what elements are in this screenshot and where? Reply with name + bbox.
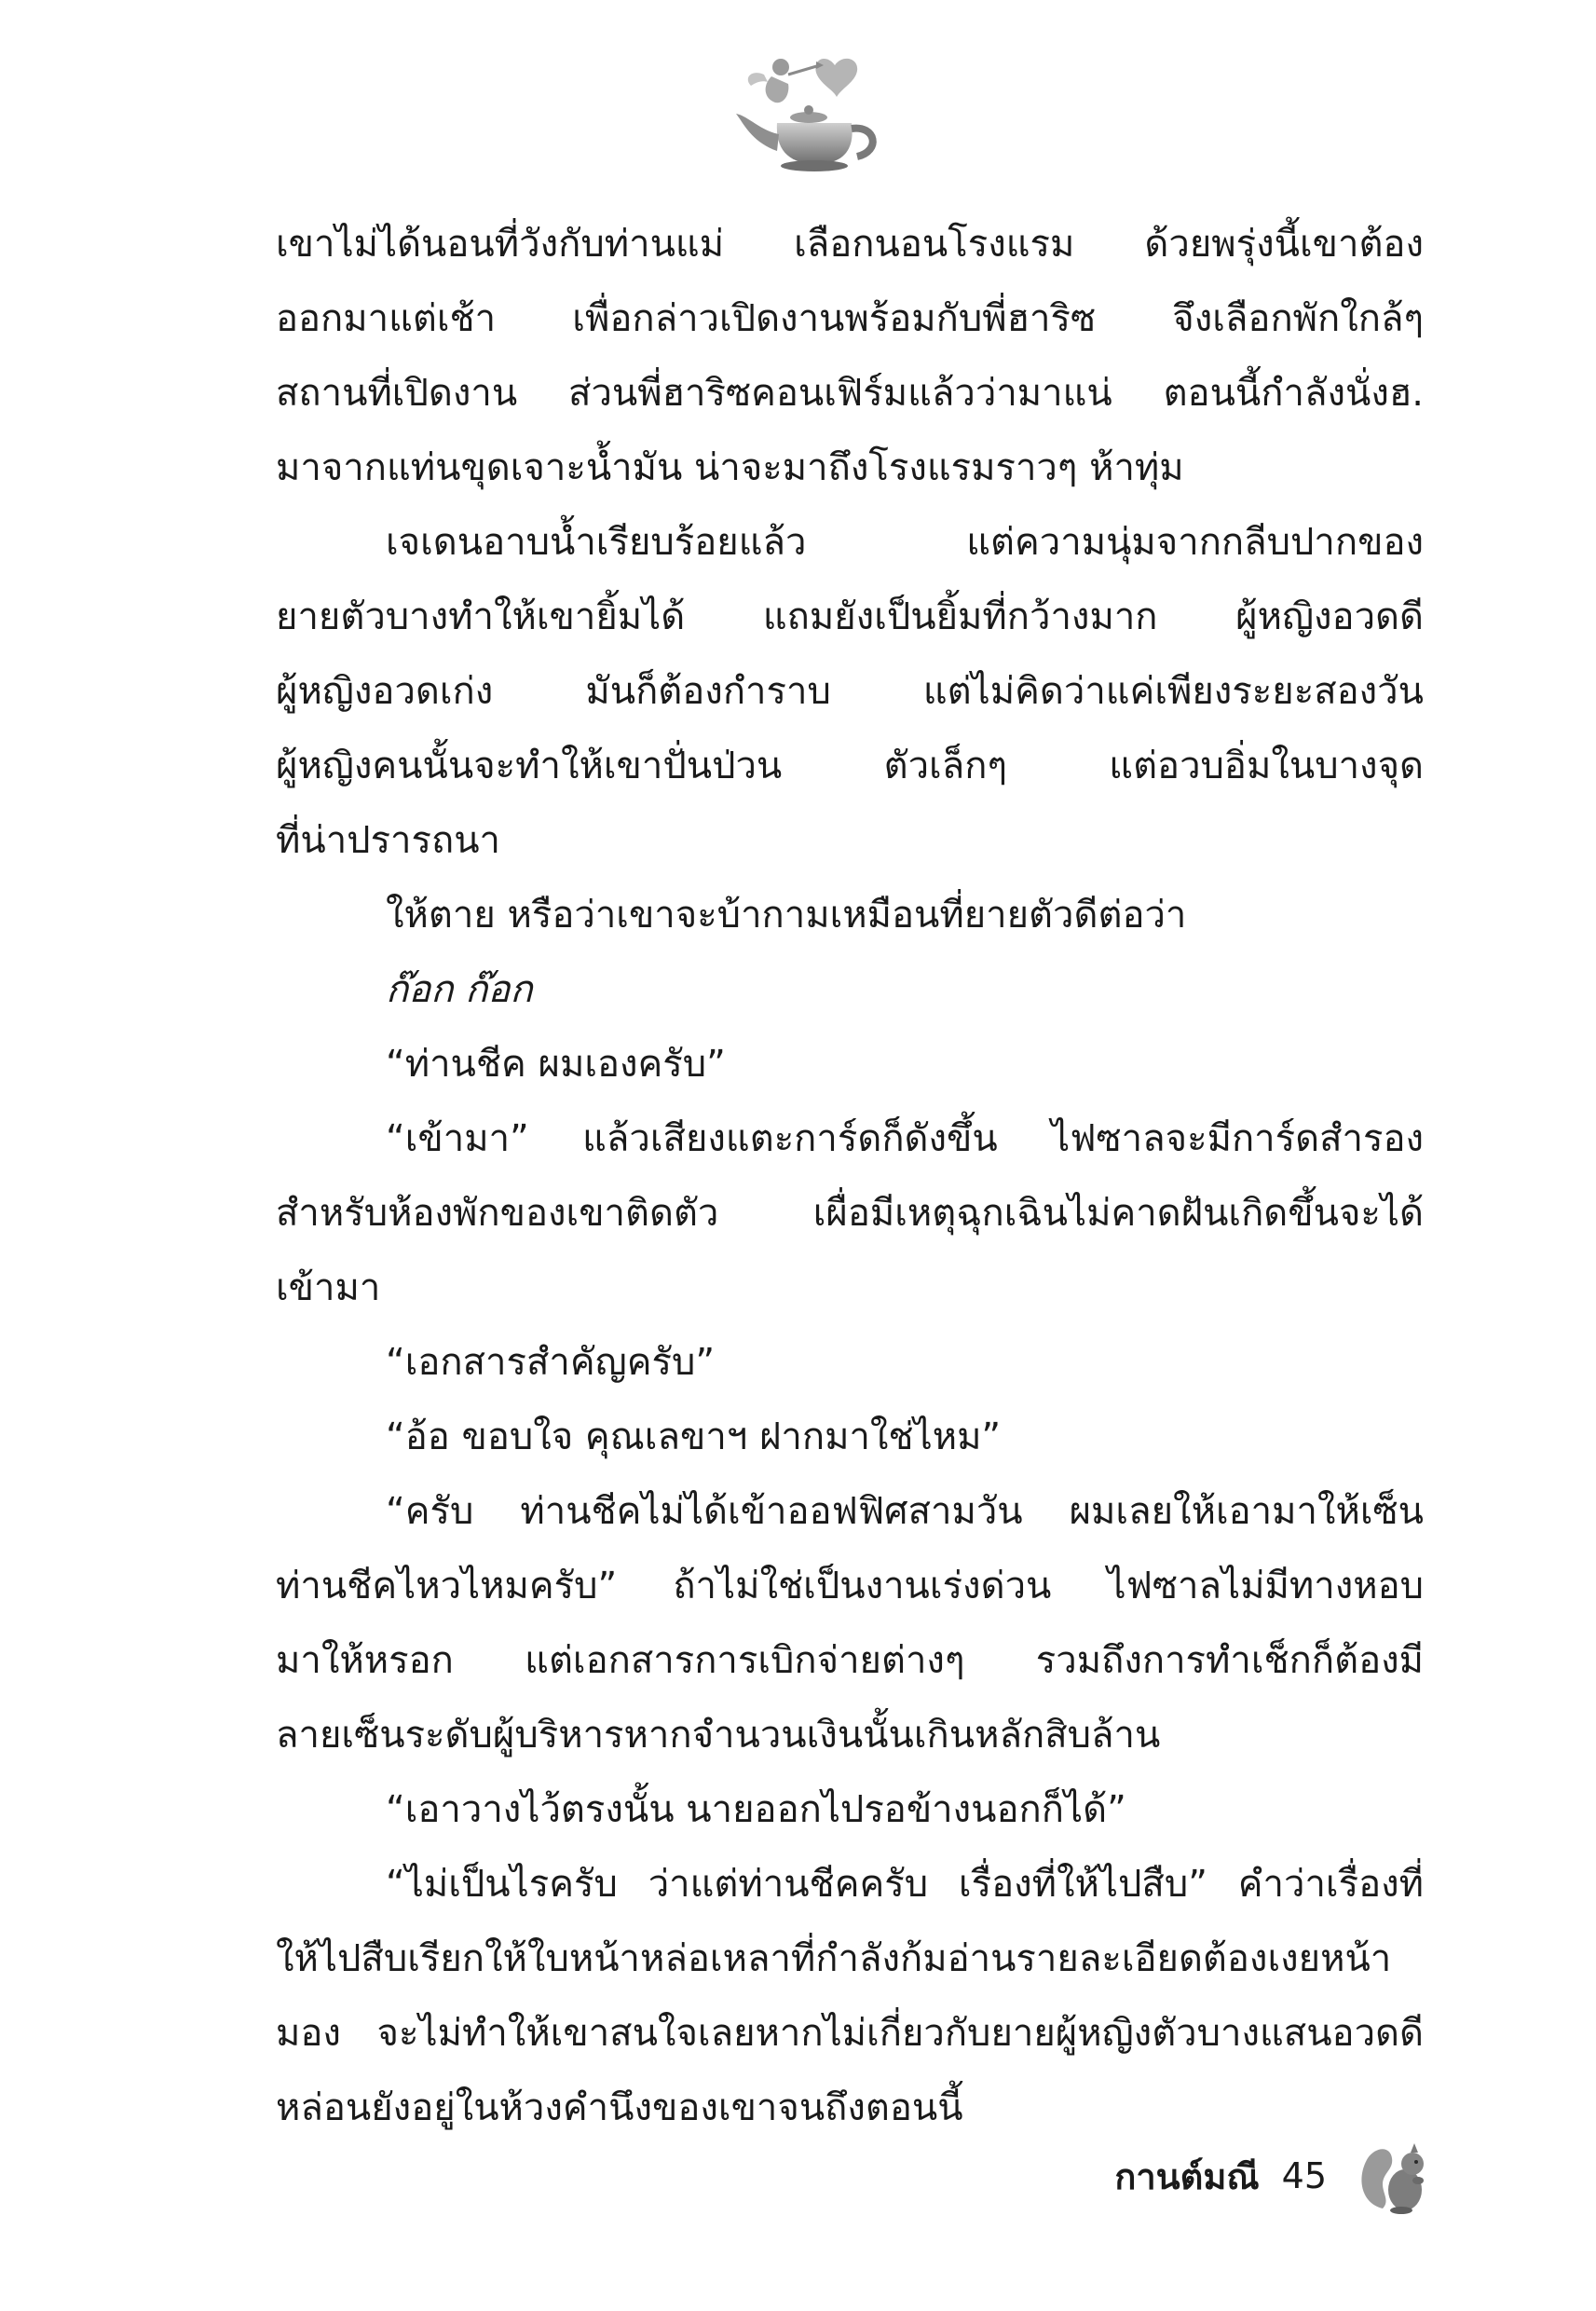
text-line: ออกมาแต่เช้า เพื่อกล่าวเปิดงานพร้อมกับพี่ฮาริซ จึงเลือกพักใกล้ๆ [276, 297, 1424, 340]
text-line: “เข้ามา” แล้วเสียงแตะการ์ดก็ดังขึ้น ไฟซาลจะมีการ์ดสำรอง [386, 1117, 1424, 1160]
text-line: “ไม่เป็นไรครับ ว่าแต่ท่านชีคครับ เรื่องที่ให้ไปสืบ” คำว่าเรื่องที่ [386, 1863, 1424, 1906]
text-line: ผู้หญิงอวดเก่ง มันก็ต้องกำราบ แต่ไม่คิดว่าแค่เพียงระยะสองวัน [276, 670, 1424, 713]
page-footer [1071, 2134, 1435, 2218]
text-line: ท่านชีคไหวไหมครับ” ถ้าไม่ใช่เป็นงานเร่งด่วน ไฟซาลไม่มีทางหอบ [276, 1565, 1424, 1607]
text-line: เข้ามา [276, 1266, 381, 1309]
body-text [276, 207, 1424, 2145]
text-line: ลายเซ็นระดับผู้บริหารหากจำนวนเงินนั้นเกินหลักสิบล้าน [276, 1714, 1161, 1757]
text-line: หล่อนยังอยู่ในห้วงคำนึงของเขาจนถึงตอนนี้ [276, 2086, 963, 2129]
text-line: เขาไม่ได้นอนที่วังกับท่านแม่ เลือกนอนโรงแรม ด้วยพรุ่งนี้เขาต้อง [276, 223, 1424, 266]
text-line: “ครับ ท่านชีคไม่ได้เข้าออฟฟิศสามวัน ผมเลยให้เอามาให้เซ็น [386, 1490, 1424, 1533]
text-line: มาให้หรอก แต่เอกสารการเบิกจ่ายต่างๆ รวมถึงการทำเช็กก็ต้องมี [276, 1639, 1424, 1682]
text-line: สำหรับห้องพักของเขาติดตัว เผื่อมีเหตุฉุกเฉินไม่คาดฝันเกิดขึ้นจะได้ [276, 1192, 1424, 1235]
text-line: เจเดนอาบน้ำเรียบร้อยแล้ว แต่ความนุ่มจากกลีบปากของ [386, 521, 1424, 564]
text-line: ยายตัวบางทำให้เขายิ้มได้ แถมยังเป็นยิ้มที่กว้างมาก ผู้หญิงอวดดี [276, 595, 1424, 638]
text-line: ก๊อก ก๊อก [386, 968, 533, 1011]
text-line: ที่น่าปรารถนา [276, 819, 501, 862]
page-number: 45 [1281, 2155, 1327, 2196]
squirrel-icon [1355, 2136, 1435, 2216]
author-name: กานต์มณี [1114, 2155, 1260, 2197]
text-line: มาจากแท่นขุดเจาะน้ำมัน น่าจะมาถึงโรงแรมราวๆ ห้าทุ่ม [276, 446, 1184, 489]
text-line: ให้ไปสืบเรียกให้ใบหน้าหล่อเหลาที่กำลังก้มอ่านรายละเอียดต้องเงยหน้า [276, 1937, 1392, 1980]
text-line: สถานที่เปิดงาน ส่วนพี่ฮาริซคอนเฟิร์มแล้วว่ามาแน่ ตอนนี้กำลังนั่งฮ. [276, 372, 1424, 415]
text-line: ผู้หญิงคนนั้นจะทำให้เขาปั่นป่วน ตัวเล็กๆ แต่อวบอิ่มในบางจุด [276, 745, 1424, 787]
teapot-cupid-ornament-icon [723, 37, 909, 177]
text-line: “ท่านชีค ผมเองครับ” [386, 1043, 726, 1086]
text-line: “อ้อ ขอบใจ คุณเลขาฯ ฝากมาใช่ไหม” [386, 1415, 1002, 1458]
text-line: ให้ตาย หรือว่าเขาจะบ้ากามเหมือนที่ยายตัวดีต่อว่า [386, 894, 1187, 937]
text-line: มอง จะไม่ทำให้เขาสนใจเลยหากไม่เกี่ยวกับยายผู้หญิงตัวบางแสนอวดดี [276, 2012, 1424, 2055]
text-line: “เอาวางไว้ตรงนั้น นายออกไปรอข้างนอกก็ได้” [386, 1788, 1126, 1831]
text-line: “เอกสารสำคัญครับ” [386, 1341, 716, 1384]
